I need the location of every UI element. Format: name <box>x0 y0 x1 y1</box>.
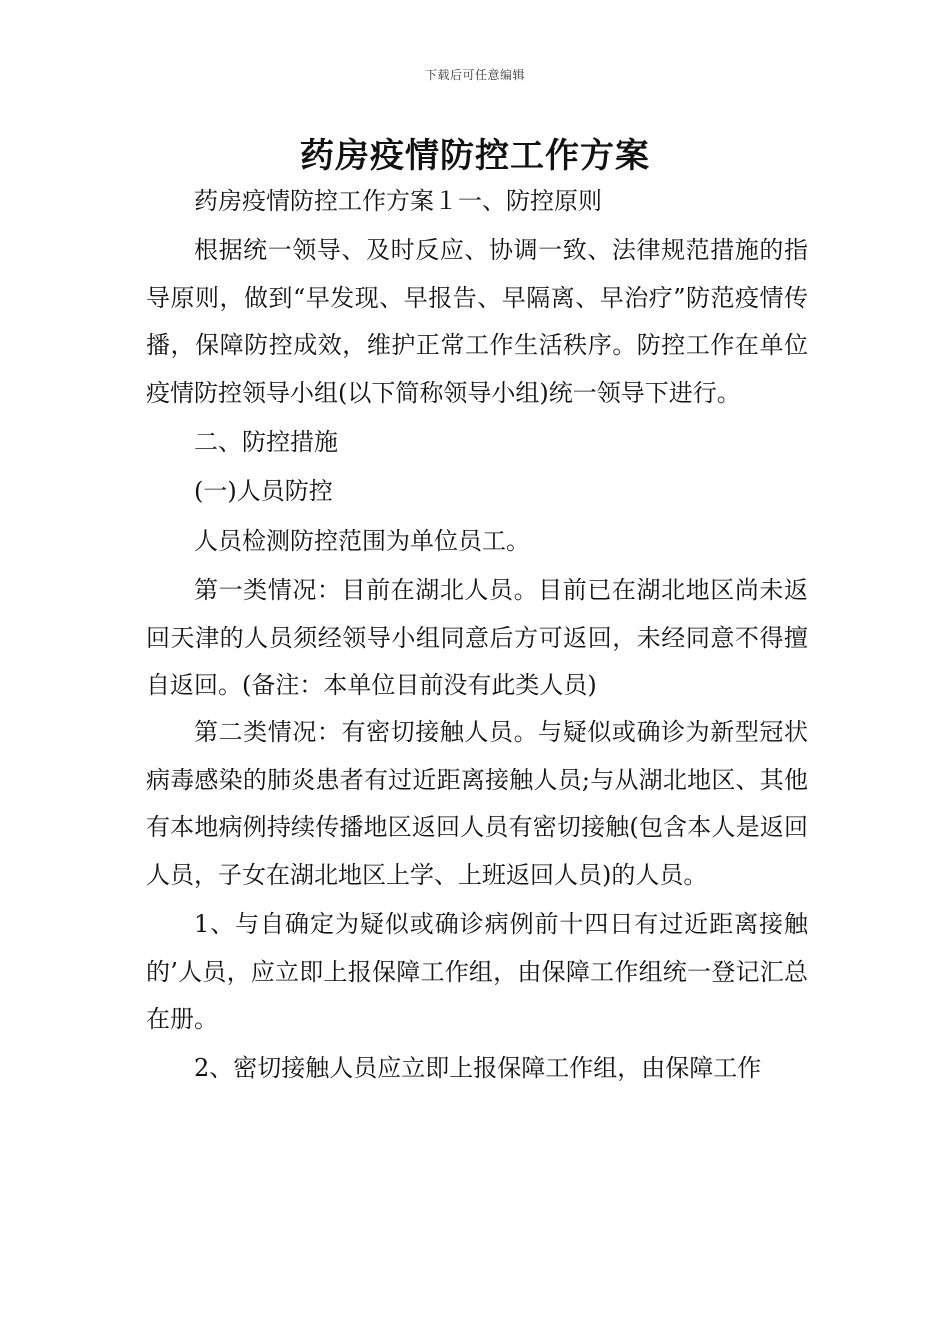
header-note: 下载后可任意编辑 <box>424 68 525 82</box>
document-body <box>146 178 808 1093</box>
paragraph-section-heading: 二、防控措施 <box>194 428 338 457</box>
document-title: 药房疫情防控工作方案 <box>300 136 650 176</box>
paragraph-category-one: 第一类情况：目前在湖北人员。目前已在湖北地区尚未返回天津的人员须经领导小组同意后方可返回，未经同意不得擅自返回。(备注：本单位目前没有此类人员) <box>146 576 808 700</box>
paragraph-item-one: 1、与自确定为疑似或确诊病例前十四日有过近距离接触的’人员，应立即上报保障工作组，由保障工作组统一登记汇总在册。 <box>146 910 808 1033</box>
paragraph-category-two: 第二类情况：有密切接触人员。与疑似或确诊为新型冠状病毒感染的肺炎患者有过近距离接触人员;与从湖北地区、其他有本地病例持续传播地区返回人员有密切接触(包含本人是返回人员，子女在湖北地区上学、上班返回人员)的人员。 <box>146 718 808 889</box>
paragraph-item-two: 2、密切接触人员应立即上报保障工作组，由保障工作 <box>194 1054 762 1083</box>
paragraph-intro-heading: 药房疫情防控工作方案１一、防控原则 <box>194 187 602 215</box>
paragraph-scope: 人员检测防控范围为单位员工。 <box>194 526 530 555</box>
paragraph-subsection-heading: (一)人员防控 <box>194 477 333 506</box>
paragraph-principles: 根据统一领导、及时反应、协调一致、法律规范措施的指导原则，做到“早发现、早报告、早隔离、早治疗”防范疫情传播，保障防控成效，维护正常工作生活秩序。防控工作在单位疫情防控领导小组(以下简称领导小组)统一领导下进行。 <box>146 236 808 407</box>
